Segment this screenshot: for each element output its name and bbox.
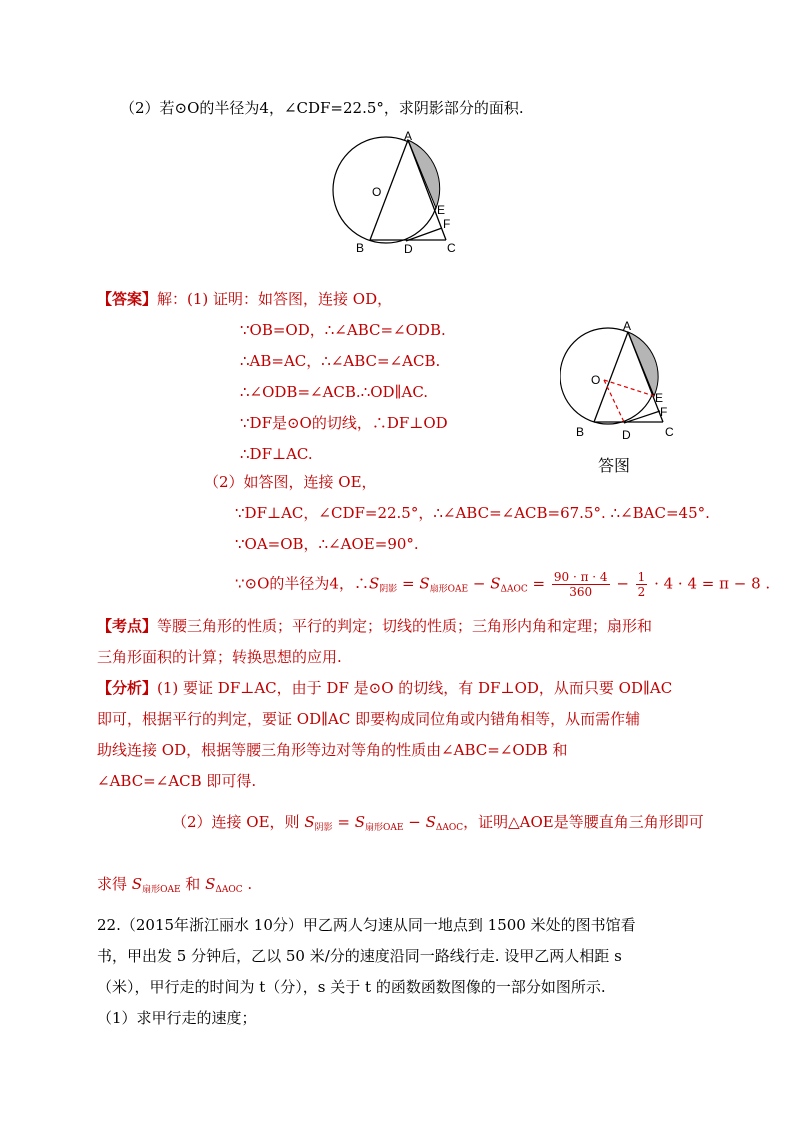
fx-s1-sub: 阴影	[314, 823, 333, 833]
label-c: C	[447, 241, 456, 255]
fx-s2: S	[354, 813, 366, 831]
answer-line-10	[235, 570, 770, 600]
fenxi-line-6-prefix: 求得	[97, 875, 132, 893]
fx6-s2-sub: ΔAOC	[215, 885, 243, 895]
fraction-sector-den: 360	[569, 585, 593, 599]
fx6-and: 和	[180, 875, 206, 893]
label-b: B	[356, 241, 365, 255]
label-b-answer: B	[576, 425, 585, 439]
label-f-answer: F	[660, 405, 668, 419]
label-d: D	[404, 242, 413, 255]
fx6-s2: S	[205, 875, 216, 893]
fenxi-line-5-suffix: ，证明△AOE是等腰直角三角形即可	[463, 813, 704, 831]
figure-answer	[560, 318, 690, 478]
label-a: A	[404, 130, 413, 143]
s-shadow-sub: 阴影	[379, 584, 398, 595]
question-22-line-3: （米），甲行走的时间为 t（分），s 关于 t 的函数函数图像的一部分如图所示.	[97, 978, 606, 996]
label-e-answer: E	[655, 391, 664, 405]
fenxi-line-5	[172, 812, 704, 838]
fenxi-line-6-suffix: .	[242, 875, 253, 893]
answer-heading: 【答案】	[97, 290, 158, 308]
fenxi-line-3: 助线连接 OD，根据等腰三角形等边对等角的性质由∠ABC=∠ODB 和	[97, 741, 568, 759]
answer-line-4: ∴∠ODB=∠ACB.∴OD∥AC.	[240, 383, 429, 401]
answer-line-2: ∵OB=OD，∴∠ABC=∠ODB.	[240, 321, 446, 339]
kaodian-line-2: 三角形面积的计算；转换思想的应用.	[97, 648, 342, 666]
s-tri-sub: ΔAOC	[500, 584, 528, 595]
fenxi-line-6	[97, 874, 252, 900]
answer-line-10-prefix: ∵⊙O的半径为4，∴	[235, 574, 369, 593]
fenxi-line-1	[97, 678, 672, 698]
fraction-sector-num: 90 · π · 4	[553, 570, 608, 584]
fenxi-line-2: 即可，根据平行的判定，要证 OD∥AC 即要构成同位角或内错角相等，从而需作辅	[97, 710, 641, 728]
answer-tail: · 4 · 4 = π − 8 .	[649, 574, 771, 593]
label-a-answer: A	[623, 319, 632, 333]
eq2: =	[527, 574, 550, 593]
answer-line-7: （2）如答图，连接 OE，	[204, 473, 377, 491]
question-2-text: （2）若⊙O的半径为4，∠CDF=22.5°，求阴影部分的面积.	[120, 99, 524, 117]
label-o-answer: O	[591, 373, 601, 387]
label-f: F	[443, 217, 451, 231]
fx-minus: −	[403, 813, 426, 831]
s-sector-sub: 扇形OAE	[429, 584, 469, 595]
eq1: =	[397, 574, 420, 593]
fenxi-line-5-prefix: （2）连接 OE，则	[172, 813, 305, 831]
s-sector: S	[419, 574, 430, 593]
fraction-sector	[552, 570, 610, 599]
answer-line-1-text: 解：(1) 证明：如答图，连接 OD，	[157, 290, 393, 308]
figure-circle-triangle	[330, 130, 465, 255]
fx-s3: S	[425, 813, 436, 831]
fraction-half-den: 2	[637, 585, 646, 599]
figure-caption: 答图	[598, 458, 631, 475]
answer-line-6: ∴DF⊥AC.	[240, 445, 313, 463]
shaded-region	[408, 140, 440, 208]
fraction-half-num: 1	[637, 570, 646, 584]
s-tri: S	[490, 574, 501, 593]
shaded-region-answer	[628, 332, 658, 396]
question-22-line-1: 22.（2015年浙江丽水 10分）甲乙两人匀速从同一地点到 1500 米处的图书馆看	[97, 916, 636, 934]
label-c-answer: C	[665, 425, 674, 439]
fx-eq: =	[332, 813, 355, 831]
label-o: O	[372, 185, 382, 199]
fenxi-line-4: ∠ABC=∠ACB 即可得.	[97, 772, 257, 790]
minus1: −	[468, 574, 491, 593]
fenxi-heading: 【分析】	[97, 679, 158, 697]
kaodian-line-1-text: 等腰三角形的性质；平行的判定；切线的性质；三角形内角和定理；扇形和	[157, 617, 653, 635]
fx6-s1-sub: 扇形OAE	[142, 885, 181, 895]
fx-s2-sub: 扇形OAE	[365, 823, 404, 833]
fx6-s1: S	[131, 875, 143, 893]
fx-s1: S	[304, 813, 315, 831]
fraction-half	[636, 570, 648, 599]
answer-line-8: ∵DF⊥AC，∠CDF=22.5°，∴∠ABC=∠ACB=67.5°. ∴∠BAC=45°.	[235, 504, 710, 522]
minus2: −	[611, 574, 634, 593]
question-22-line-2: 书，甲出发 5 分钟后，乙以 50 米/分的速度沿同一路线行走. 设甲乙两人相距 s	[97, 947, 622, 965]
question-22-line-4: （1）求甲行走的速度；	[97, 1009, 257, 1027]
label-d-answer: D	[622, 428, 631, 442]
answer-line-1	[97, 289, 392, 309]
fx-s3-sub: ΔAOC	[435, 823, 464, 833]
fenxi-line-1-text: (1) 要证 DF⊥AC，由于 DF 是⊙O 的切线，有 DF⊥OD，从而只要 OD∥AC	[157, 679, 673, 697]
label-e: E	[437, 203, 446, 217]
answer-line-5: ∵DF是⊙O的切线，∴DF⊥OD	[240, 414, 448, 432]
kaodian-heading: 【考点】	[97, 617, 158, 635]
answer-line-9: ∵OA=OB，∴∠AOE=90°.	[235, 535, 419, 553]
answer-line-3: ∴AB=AC，∴∠ABC=∠ACB.	[240, 352, 441, 370]
kaodian-line-1	[97, 616, 652, 636]
s-shadow: S	[368, 574, 380, 593]
